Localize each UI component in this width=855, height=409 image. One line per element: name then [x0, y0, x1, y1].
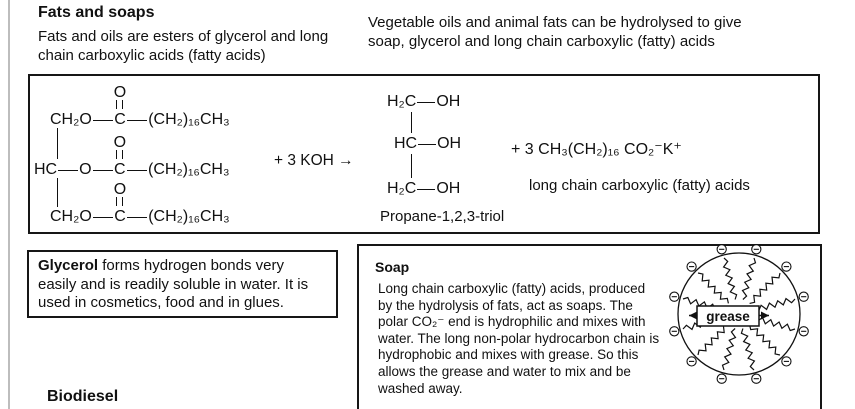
hydrocarbon-chain-icon [723, 329, 736, 371]
carbon-group: H₂C [387, 93, 417, 110]
soap-product-formula: + 3 CH₃(CH₂)₁₆ CO₂⁻K⁺ [511, 141, 682, 158]
carbonyl-oxygen: O [113, 84, 127, 101]
arrow-left-icon [689, 312, 697, 320]
hydrocarbon-chain-icon [698, 273, 728, 303]
hydrocarbon-chain-icon [741, 329, 754, 371]
left-margin-rule [8, 0, 10, 409]
backbone-bond [411, 112, 412, 133]
intro-left-line: Fats and oils are esters of glycerol and long [38, 28, 329, 45]
soap-text-line: polar CO₂⁻ end is hydrophilic and mixes with [378, 314, 646, 330]
hydroxyl-group: OH [436, 93, 461, 110]
backbone-bond [57, 128, 58, 159]
hydrocarbon-chain-icon [750, 325, 780, 355]
double-bond-icon [116, 197, 123, 206]
carbonyl-group [114, 136, 126, 179]
carbonyl-carbon: C [114, 111, 126, 128]
single-bond [418, 144, 436, 145]
single-bond [127, 170, 147, 171]
soap-heading: Soap [375, 259, 410, 275]
soap-text-line: by the hydrolysis of fats, act as soaps. The [378, 297, 633, 313]
single-bond [127, 217, 147, 218]
soap-text-line: water. The long non-polar hydrocarbon chain is [378, 330, 660, 346]
soap-product-caption: long chain carboxylic (fatty) acids [529, 177, 750, 194]
reagent-koh: + 3 KOH → [274, 152, 354, 169]
grease-label: grease [706, 309, 750, 324]
carbonyl-oxygen: O [113, 181, 127, 198]
glycerol-row-2 [394, 134, 461, 153]
glycerol-info-line: used in cosmetics, food and in glues. [38, 294, 284, 311]
grease-droplet [689, 306, 769, 326]
ester-group-3 [50, 183, 230, 226]
hydrocarbon-chain-icon [750, 273, 780, 303]
soap-paragraph [378, 281, 659, 397]
single-bond [93, 120, 113, 121]
soap-text-line: hydrophobic and mixes with grease. So this [378, 347, 639, 363]
intro-right-paragraph [368, 13, 742, 51]
hydroxyl-group: OH [437, 135, 462, 152]
page-title: Fats and soaps [38, 4, 155, 21]
single-bond [58, 170, 78, 171]
carbonyl-carbon: C [114, 208, 126, 225]
glycerol-keyword: Glycerol [38, 257, 99, 274]
soap-text-line: washed away. [378, 380, 463, 396]
single-bond [417, 189, 435, 190]
double-bond-icon [116, 100, 123, 109]
hydrocarbon-chain-icon [743, 258, 756, 300]
fatty-chain: (CH₂)₁₆CH₃ [148, 111, 230, 128]
intro-right-line: Vegetable oils and animal fats can be hydrolysed to give [368, 14, 742, 31]
carbonyl-carbon: C [114, 161, 126, 178]
biodiesel-heading: Biodiesel [47, 388, 119, 405]
carbonyl-group [114, 183, 126, 226]
backbone-bond [57, 178, 58, 207]
fatty-chain: (CH₂)₁₆CH₃ [148, 208, 230, 225]
single-bond [93, 170, 113, 171]
ester-group-2 [34, 136, 229, 179]
glycerol-row-3 [387, 179, 460, 198]
glyceryl-group: CH₂O [50, 208, 92, 225]
single-bond [93, 217, 113, 218]
single-bond [417, 102, 435, 103]
carbon-group: HC [394, 135, 418, 152]
ester-group-1 [50, 86, 230, 129]
fatty-chain: (CH₂)₁₆CH₃ [148, 161, 230, 178]
intro-right-line: soap, glycerol and long chain carboxylic (fatty) acids [368, 33, 715, 50]
glycerol-row-1 [387, 92, 460, 111]
double-bond-icon [116, 150, 123, 159]
carbon-group: H₂C [387, 180, 417, 197]
intro-left-paragraph [38, 27, 328, 65]
arrow-right-icon [761, 312, 769, 320]
soap-text-line: Long chain carboxylic (fatty) acids, produced [378, 281, 646, 296]
glycerol-caption: Propane-1,2,3-triol [380, 208, 505, 225]
hydroxyl-group: OH [436, 180, 461, 197]
glyceryl-group: CH₂O [50, 111, 92, 128]
carbonyl-oxygen: O [113, 134, 127, 151]
reaction-scheme-box [28, 74, 820, 234]
glycerol-info-line: Glycerol forms hydrogen bonds very [38, 257, 284, 274]
single-bond [127, 120, 147, 121]
glyceryl-group: HC [34, 161, 58, 178]
intro-left-line: chain carboxylic acids (fatty acids) [38, 47, 266, 64]
micelle-diagram [664, 242, 816, 394]
soap-text-line: allows the grease and water to mix and be [378, 363, 631, 379]
carbonyl-group [114, 86, 126, 129]
ester-oxygen: O [79, 161, 92, 178]
hydrocarbon-chain-icon [724, 258, 737, 300]
glycerol-info-box [27, 250, 338, 318]
glycerol-info-line: easily and is readily soluble in water. It is [38, 275, 309, 293]
hydrocarbon-chain-icon [698, 325, 728, 355]
backbone-bond [411, 154, 412, 178]
